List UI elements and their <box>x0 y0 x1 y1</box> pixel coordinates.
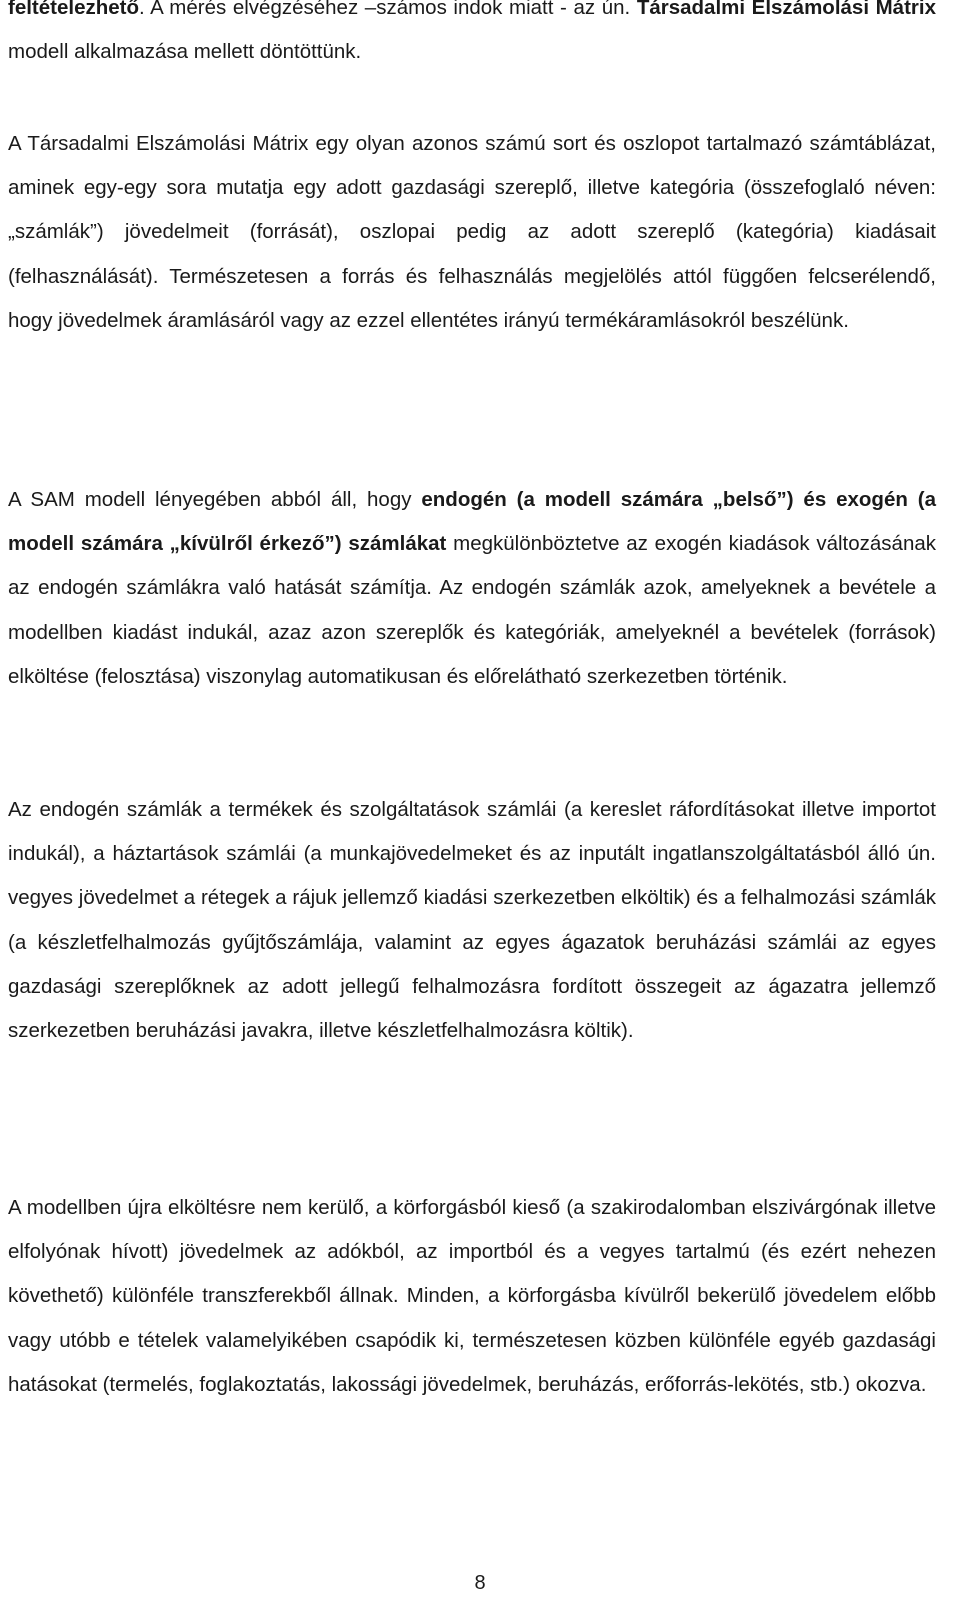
page-number: 8 <box>474 1572 486 1594</box>
paragraph-sam-definition <box>8 122 936 343</box>
text-run: A SAM modell lényegében abból áll, hogy <box>8 488 422 511</box>
text-run: A modellben újra elköltésre nem kerülő, a körforgásból kieső (a szakirodalomban elszivárgónak illetve elfolyónak hívott) jövedelmek az adókból, az importból és a vegyes tartalmú (és ezért nehezen követhető) különféle transzferekből állnak. Minden, a körforgásba kívülről bekerülő jövedelem előbb vagy utóbb e tételek valamelyikében csapódik ki, természetesen közben különféle egyéb gazdasági hatásokat (termelés, foglakoztatás, lakossági jövedelmek, beruházás, erőforrás-lekötés, stb.) okozva. <box>8 1196 936 1396</box>
bold-text: feltételezhető <box>8 0 139 19</box>
bold-text: endogén (a modell számára „belső”) és exogén (a modell számára „kívülről érkező”) számlákat <box>8 488 936 556</box>
paragraph-endogenous-accounts <box>8 788 936 1053</box>
text-run: Az endogén számlák a termékek és szolgáltatások számlái (a kereslet ráfordításokat illetve importot indukál), a háztartások számlái (a munkajövedelmeket és az inputált ingatlanszolgáltatásból álló ún. vegyes jövedelmet a rétegek a rájuk jellemző kiadási szerkezetben elköltik) és a felhalmozási számlák (a készletfelhalmozás gyűjtőszámlája, valamint az egyes ágazatok beruházási számlái az egyes gazdasági szereplőknek az adott jellegű felhalmozásra fordított összegeit az ágazatra jellemző szerkezetben beruházási javakra, illetve készletfelhalmozásra költik). <box>8 798 936 1043</box>
paragraph-sam-model <box>8 478 936 699</box>
text-run: modell alkalmazása mellett döntöttünk. <box>8 40 362 64</box>
bold-text: Társadalmi Elszámolási Mátrix <box>636 0 936 19</box>
text-run: A Társadalmi Elszámolási Mátrix egy olyan azonos számú sort és oszlopot tartalmazó számtáblázat, aminek egy-egy sora mutatja egy adott gazdasági szereplő, illetve kategória (összefoglaló néven: „számlák”) jövedelmeit (forrását), oszlopai pedig az adott szereplő (kategória) kiadásait (felhasználását). Természetesen a forrás és felhasználás megjelölés attól függően felcserélendő, hogy jövedelmek áramlásáról vagy az ezzel ellentétes irányú termékáramlásokról beszélünk. <box>8 132 936 332</box>
paragraph-intro-end <box>8 0 936 74</box>
text-run: . A mérés elvégzéséhez –számos indok miatt - az ún. <box>139 0 637 19</box>
text-run: megkülönböztetve az exogén kiadások változásának az endogén számlákra való hatását számítja. Az endogén számlák azok, amelyeknek a bevétele a modellben kiadást indukál, azaz azon szereplők és kategóriák, amelyeknél a bevételek (források) elköltése (felosztása) viszonylag automatikusan és előrelátható szerkezetben történik. <box>8 532 936 688</box>
paragraph-leakages <box>8 1186 936 1407</box>
